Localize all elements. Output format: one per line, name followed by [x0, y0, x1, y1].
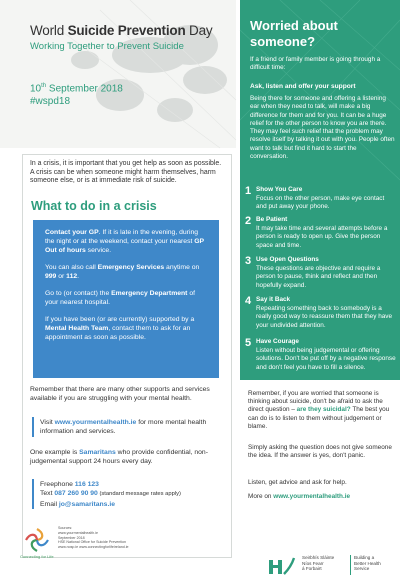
visit-note: Visit www.yourmentalhealth.ie for more mental health information and services.: [40, 419, 207, 435]
hse-logo-icon: [266, 554, 296, 578]
supports-note: Remember that there are many other supports and services available if you are struggling with your mental health.: [30, 386, 210, 402]
step-5-description: Listen without being judgemental or offering solutions. Don't be put off by a negative response and don't feel you have to fill a silence.: [256, 347, 396, 371]
worried-title: Worried about someone?: [250, 18, 338, 49]
crisis-card: [22, 154, 232, 558]
direct-question-note: Remember, if you are worried that someone is thinking about suicide, don't be afraid to ask the direct question – are they suicidal? The best you can do is to listen to them without judgement or blame.: [248, 390, 390, 430]
event-title: World Suicide Prevention Day: [30, 23, 213, 38]
crisis-intro: In a crisis, it is important that you get help as soon as possible. A crisis can be when someone might harm themselves, harm someone else, or is at immediate risk of suicide.: [30, 160, 222, 185]
hero-banner: [0, 0, 236, 148]
gp-paragraph: Contact your GP. If it is late in the evening, during the night or at the weekend, contact your nearest GP Out of hours service.: [45, 229, 204, 254]
event-date: 10th September 2018: [30, 83, 123, 95]
hse-footer: [266, 552, 396, 582]
connecting-for-life-label: Connecting for Life: [20, 554, 54, 559]
contact-accent-bar: [32, 479, 34, 509]
mental-health-team-paragraph: If you have been (or are currently) supported by a Mental Health Team, contact them to ask for an appointment as soon as possible.: [45, 316, 195, 341]
ask-listen-heading: Ask, listen and offer your support: [250, 83, 356, 90]
listen-note: Listen, get advice and ask for help.: [248, 479, 347, 486]
emergency-paragraph: You can also call Emergency Services anytime on 999 or 112.: [45, 264, 200, 280]
hospital-paragraph: Go to (or contact) the Emergency Department of your nearest hospital.: [45, 290, 195, 306]
freephone-number[interactable]: 116 123: [74, 481, 99, 488]
more-info-link[interactable]: www.yourmentalhealth.ie: [273, 493, 351, 500]
hse-english-text: Building a Better Health Service: [354, 555, 381, 572]
hse-divider: [350, 555, 351, 575]
more-info-note: More on www.yourmentalhealth.ie: [248, 493, 351, 500]
crisis-actions-box: [33, 220, 219, 378]
left-footer: [22, 525, 232, 565]
crisis-heading: What to do in a crisis: [31, 199, 157, 213]
samaritans-email-link[interactable]: jo@samaritans.ie: [58, 500, 116, 508]
text-line: Text 087 260 90 90 (standard message rates apply): [40, 490, 181, 498]
worried-panel: Worried about someone? If a friend or family member is going through a difficult time: Ask, listen and offer your support Being there for someone and offering a listening ear when they need to talk, will make a big difference for them and for you. It can be a huge relief for the other person to know you are there. They may feel such relief that the problem may resolve itself by talking it out with you. People often want to talk but find it hard to start the conversation. 1 Show You Care Focus on the other person, make eye contact and put away your phone. 2 Be Patient It may take time and several attempts before a person is ready to open up. Give the person space and time. 3 Use Open Questions These questions are objective and require a person to pause, think and reflect and then hopefully expand. 4 Say it Back Repeating something back to somebody is a really good way to reassure them that they have your undivided attention.: [240, 0, 400, 352]
text-number[interactable]: 087 260 90 90: [54, 490, 98, 498]
email-line: Email jo@samaritans.ie: [40, 500, 116, 508]
event-hashtag: #wspd18: [30, 96, 71, 107]
asking-note: Simply asking the question does not give someone the idea. If the answer is yes, don't panic.: [248, 444, 392, 460]
visit-accent-bar: [32, 417, 34, 437]
worried-lower-section: [240, 347, 400, 586]
sources-block: Sources: www.yourmentalhealth.ie September 2018 HSE National Office for Suicide Prevention www.nosp.ie www.connectingforlifeireland.ie: [58, 526, 129, 550]
support-paragraph: Being there for someone and offering a listening ear when they need to talk, will make a big difference for them and for you. It can be a huge relief for the other person to know you are there. They may feel such relief that the problem may resolve itself by talking it out with you. People often want to talk but find it hard to start the conversation.: [250, 95, 395, 161]
event-subtitle: Working Together to Prevent Suicide: [30, 41, 184, 52]
hse-irish-text: Seirbhís Sláinte Níos Fearr á Forbairt: [302, 555, 335, 572]
right-column: Worried about someone? If a friend or family member is going through a difficult time: Ask, listen and offer your support Being there for someone and offering a listening ear when they need to talk, will make a big difference for them and for you. It can be a huge relief for the other person to know you are there. They may feel such relief that the problem may resolve itself by talking it out with you. People often want to talk but find it hard to start the conversation. 1 Show You Care Focus on the other person, make eye contact and put away your phone. 2 Be Patient It may take time and several attempts before a person is ready to open up. Give the person space and time. 3 Use Open Questions These questions are objective and require a person to pause, think and reflect and then hopefully expand. 4 Say it Back Repeating something back to somebody is a really good way to reassure them that they have your undivided attention. 5 Have Courage Listen without being judgemental or offering solutions. Don't be put off by a negative response and don't feel you have to fill a silence. Remember, if you are worried that someone is thinking about suicide, don't be afraid to ask the direct question – are they suicidal? The best you can do is to listen to them without judgement or blame. Simply asking the question does not give someone the idea. If the answer is yes, don't panic. Listen, get advice and ask for help. More on www.yourmentalhealth.ie Seirbhís Sláinte Níos Fearr á Forbairt Building a Better Health Service: [240, 0, 400, 566]
freephone-line: Freephone 116 123: [40, 481, 99, 488]
worried-subtitle: If a friend or family member is going through a difficult time:: [250, 56, 381, 72]
samaritans-note: One example is Samaritans who provide confidential, non-judgemental support 24 hours every day.: [30, 449, 208, 465]
samaritans-contact: [40, 480, 228, 509]
yourmentalhealth-link[interactable]: www.yourmentalhealth.ie: [54, 419, 137, 426]
connecting-for-life-logo-icon: [22, 525, 52, 555]
